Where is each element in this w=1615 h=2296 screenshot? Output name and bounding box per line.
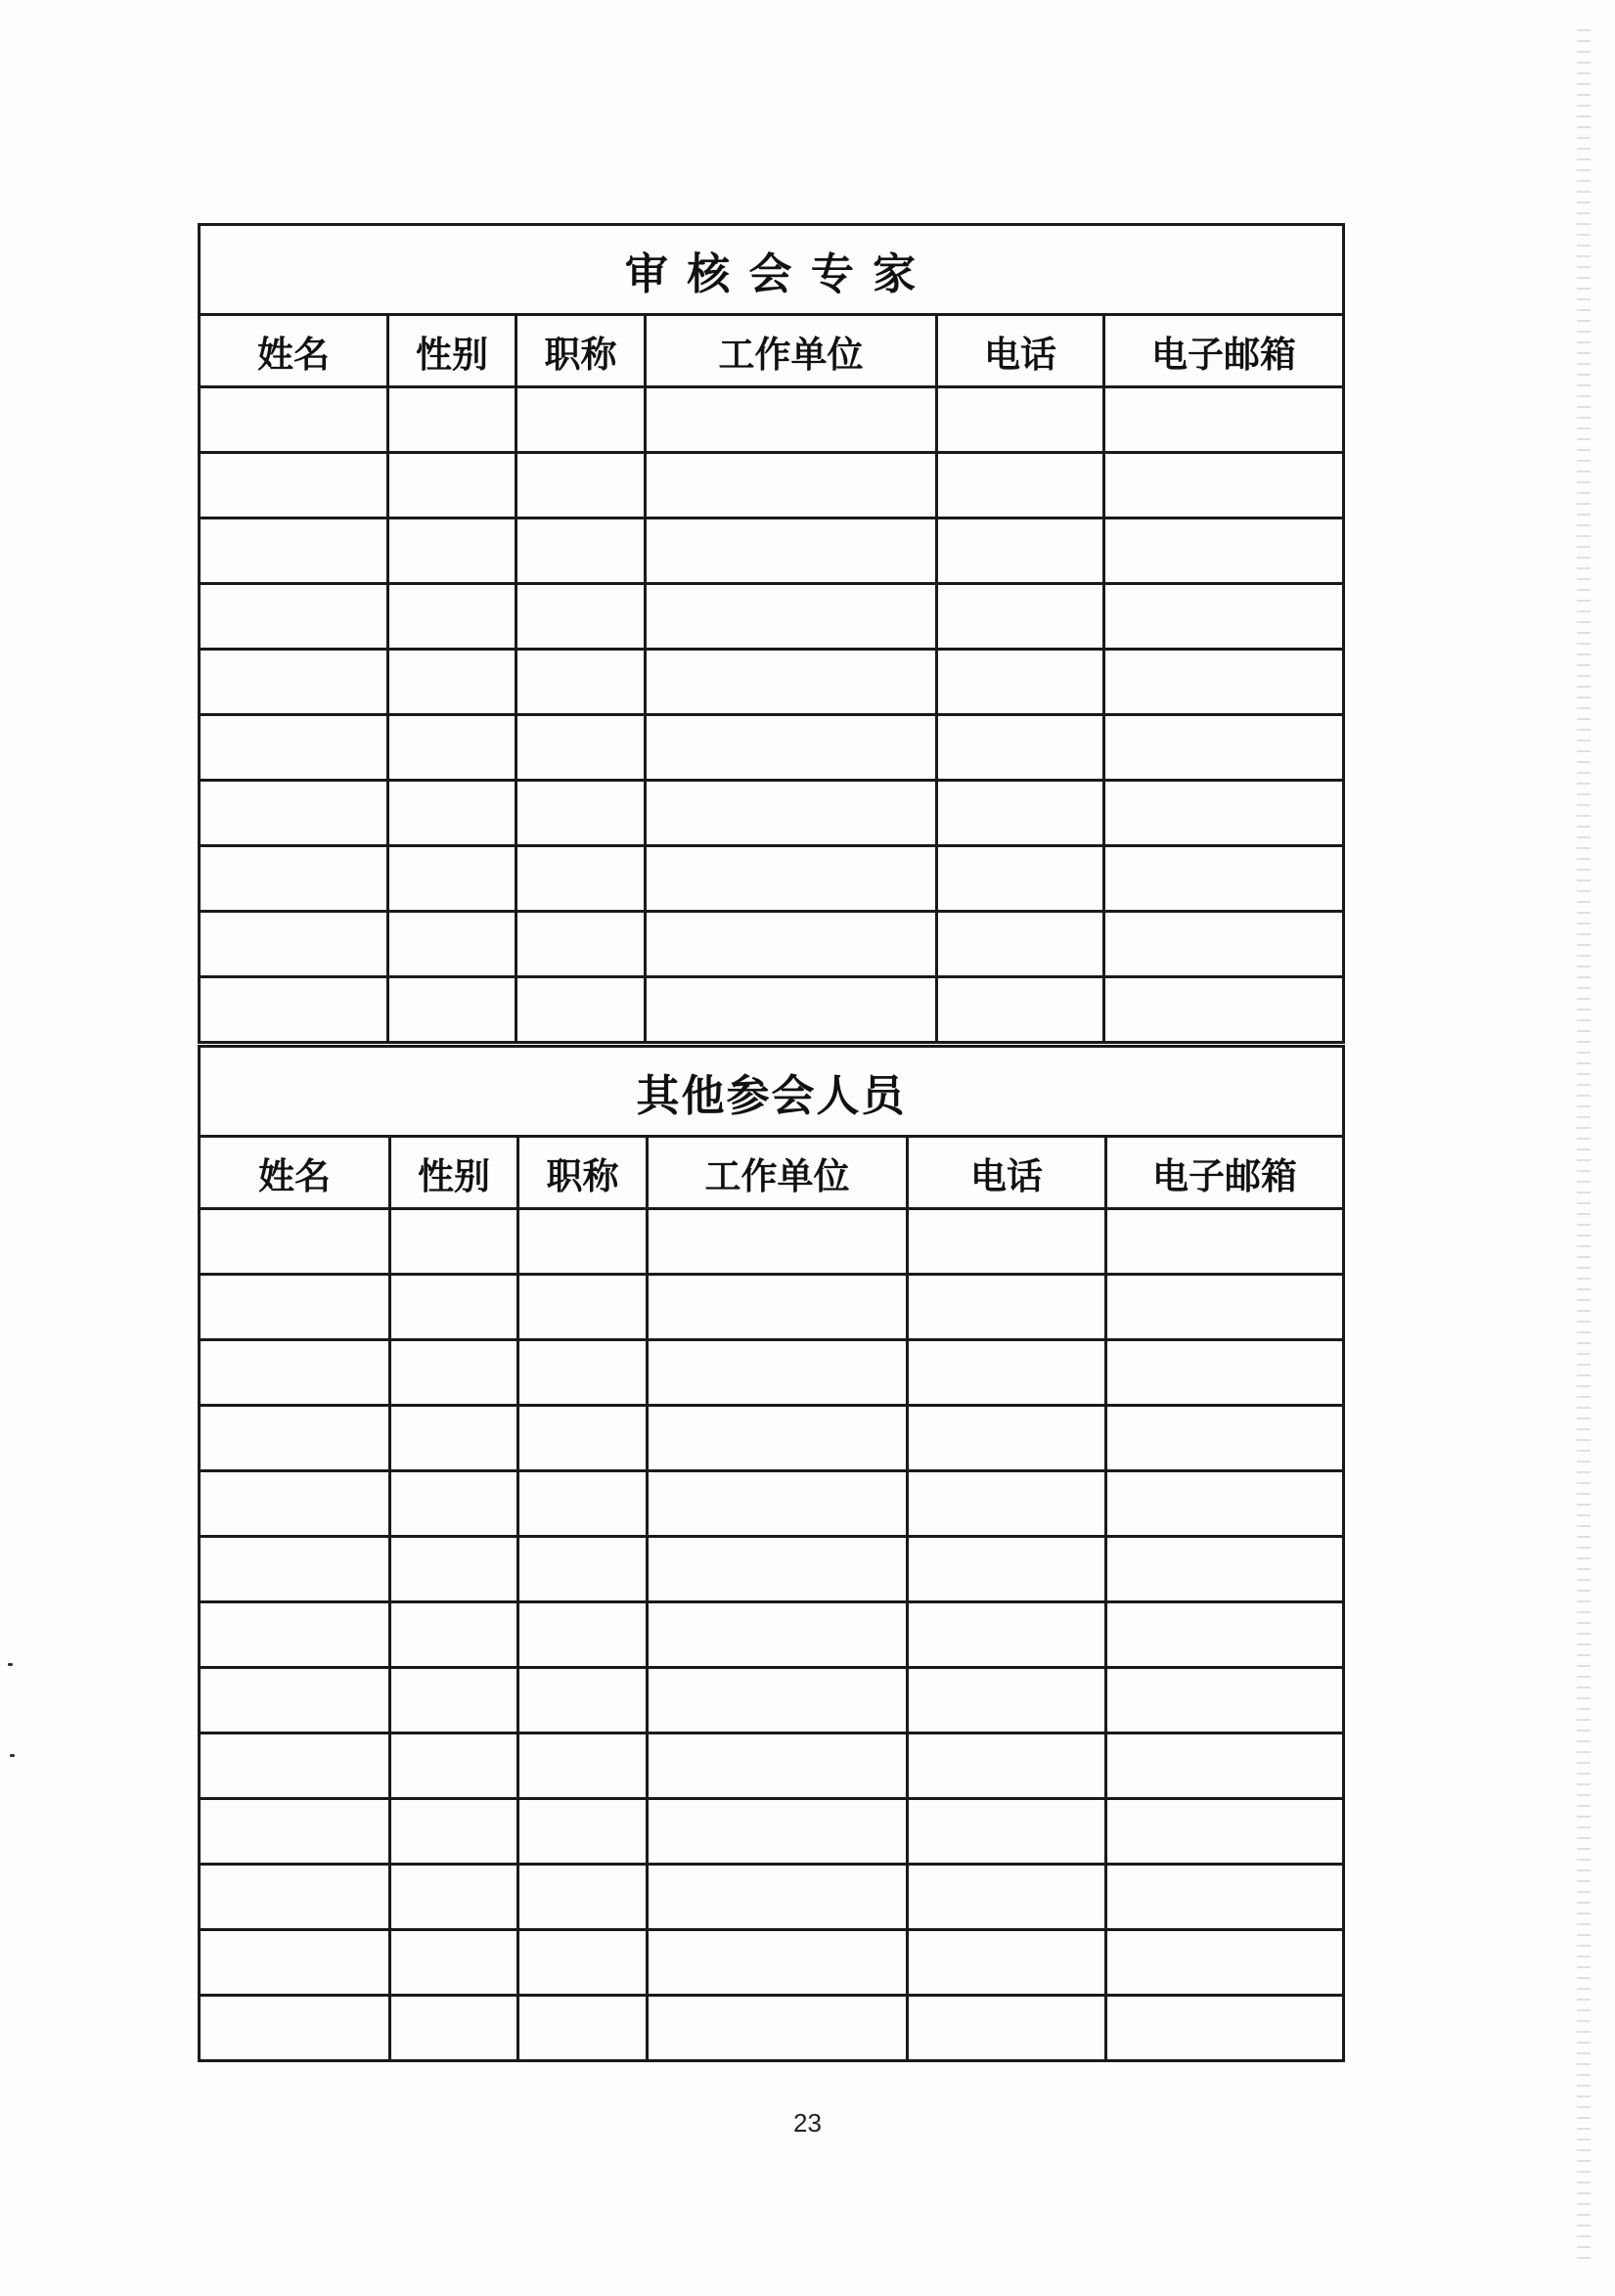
cell-name[interactable]: [200, 1340, 390, 1406]
cell-gender[interactable]: [388, 781, 516, 846]
cell-gender[interactable]: [390, 1471, 518, 1537]
cell-employer[interactable]: [648, 1865, 908, 1930]
column-header-gender: 性别: [390, 1137, 518, 1209]
table-row: [200, 1799, 1344, 1865]
cell-email[interactable]: [1104, 715, 1344, 781]
cell-employer[interactable]: [646, 650, 937, 715]
cell-title[interactable]: [518, 1930, 648, 1996]
cell-email[interactable]: [1104, 781, 1344, 846]
cell-title[interactable]: [518, 1537, 648, 1602]
column-header-title: 职称: [518, 1137, 648, 1209]
cell-gender[interactable]: [390, 1275, 518, 1340]
table-row: [200, 1340, 1344, 1406]
column-header-title: 职称: [516, 315, 646, 387]
cell-email[interactable]: [1106, 1733, 1344, 1799]
cell-employer[interactable]: [648, 1668, 908, 1733]
cell-email[interactable]: [1104, 650, 1344, 715]
cell-phone[interactable]: [908, 1340, 1106, 1406]
cell-title[interactable]: [516, 912, 646, 977]
cell-title[interactable]: [516, 715, 646, 781]
cell-gender[interactable]: [388, 584, 516, 650]
cell-gender[interactable]: [390, 1340, 518, 1406]
cell-gender[interactable]: [388, 453, 516, 518]
cell-email[interactable]: [1106, 1930, 1344, 1996]
cell-name[interactable]: [200, 912, 388, 977]
column-header-email: 电子邮箱: [1104, 315, 1344, 387]
cell-name[interactable]: [200, 1930, 390, 1996]
cell-gender[interactable]: [390, 1209, 518, 1275]
cell-title[interactable]: [516, 387, 646, 453]
cell-email[interactable]: [1106, 1209, 1344, 1275]
cell-name[interactable]: [200, 1865, 390, 1930]
cell-phone[interactable]: [937, 518, 1104, 584]
cell-email[interactable]: [1106, 1602, 1344, 1668]
cell-name[interactable]: [200, 1537, 390, 1602]
cell-name[interactable]: [200, 1209, 390, 1275]
cell-gender[interactable]: [390, 1602, 518, 1668]
cell-email[interactable]: [1104, 453, 1344, 518]
table-row: [200, 1471, 1344, 1537]
cell-name[interactable]: [200, 781, 388, 846]
cell-email[interactable]: [1106, 1996, 1344, 2061]
cell-title[interactable]: [518, 1799, 648, 1865]
cell-name[interactable]: [200, 1406, 390, 1471]
column-header-name: 姓名: [200, 1137, 390, 1209]
cell-name[interactable]: [200, 387, 388, 453]
table-row: [200, 1602, 1344, 1668]
table-row: [200, 912, 1344, 977]
cell-gender[interactable]: [388, 715, 516, 781]
cell-title[interactable]: [518, 1275, 648, 1340]
cell-employer[interactable]: [646, 977, 937, 1043]
cell-gender[interactable]: [388, 518, 516, 584]
cell-phone[interactable]: [908, 1406, 1106, 1471]
cell-email[interactable]: [1106, 1865, 1344, 1930]
table-row: [200, 453, 1344, 518]
cell-title[interactable]: [518, 1406, 648, 1471]
cell-title[interactable]: [516, 650, 646, 715]
cell-email[interactable]: [1104, 977, 1344, 1043]
cell-employer[interactable]: [648, 1209, 908, 1275]
cell-title[interactable]: [516, 518, 646, 584]
cell-employer[interactable]: [648, 1602, 908, 1668]
cell-email[interactable]: [1106, 1406, 1344, 1471]
cell-phone[interactable]: [937, 584, 1104, 650]
table-row: [200, 650, 1344, 715]
cell-title[interactable]: [518, 1668, 648, 1733]
other-attendees-table: [198, 1045, 1345, 2062]
table-row: [200, 1865, 1344, 1930]
cell-phone[interactable]: [908, 1471, 1106, 1537]
table-row: [200, 1733, 1344, 1799]
cell-phone[interactable]: [937, 781, 1104, 846]
table-row: [200, 518, 1344, 584]
cell-title[interactable]: [516, 584, 646, 650]
table-row: [200, 387, 1344, 453]
others-header-row: [200, 1137, 1344, 1209]
table-row: [200, 1209, 1344, 1275]
column-header-email: 电子邮箱: [1106, 1137, 1344, 1209]
page-number: 23: [793, 2108, 822, 2138]
cell-employer[interactable]: [648, 1799, 908, 1865]
cell-email[interactable]: [1104, 387, 1344, 453]
cell-employer[interactable]: [648, 1406, 908, 1471]
cell-title[interactable]: [518, 1996, 648, 2061]
cell-title[interactable]: [518, 1471, 648, 1537]
cell-name[interactable]: [200, 1799, 390, 1865]
cell-phone[interactable]: [937, 977, 1104, 1043]
cell-employer[interactable]: [648, 1471, 908, 1537]
cell-name[interactable]: [200, 584, 388, 650]
cell-gender[interactable]: [388, 977, 516, 1043]
table-row: [200, 1930, 1344, 1996]
cell-name[interactable]: [200, 977, 388, 1043]
cell-phone[interactable]: [908, 1733, 1106, 1799]
cell-title[interactable]: [518, 1602, 648, 1668]
cell-name[interactable]: [200, 1602, 390, 1668]
cell-employer[interactable]: [648, 1733, 908, 1799]
table-row: [200, 1996, 1344, 2061]
cell-email[interactable]: [1106, 1340, 1344, 1406]
cell-phone[interactable]: [908, 1865, 1106, 1930]
column-header-name: 姓名: [200, 315, 388, 387]
table-row: [200, 1537, 1344, 1602]
table-row: [200, 846, 1344, 912]
cell-employer[interactable]: [648, 1537, 908, 1602]
cell-title[interactable]: [518, 1340, 648, 1406]
table-row: [200, 1406, 1344, 1471]
cell-title[interactable]: [516, 453, 646, 518]
cell-gender[interactable]: [390, 1733, 518, 1799]
cell-employer[interactable]: [646, 584, 937, 650]
scan-edge-artifact: [1577, 29, 1591, 2260]
cell-phone[interactable]: [937, 453, 1104, 518]
cell-email[interactable]: [1104, 518, 1344, 584]
cell-employer[interactable]: [648, 1275, 908, 1340]
cell-employer[interactable]: [646, 453, 937, 518]
column-header-phone: 电话: [908, 1137, 1106, 1209]
cell-email[interactable]: [1106, 1275, 1344, 1340]
cell-phone[interactable]: [908, 1602, 1106, 1668]
others-title-row: [200, 1047, 1344, 1137]
cell-title[interactable]: [518, 1733, 648, 1799]
cell-gender[interactable]: [388, 912, 516, 977]
cell-email[interactable]: [1104, 846, 1344, 912]
cell-email[interactable]: [1106, 1799, 1344, 1865]
table-row: [200, 584, 1344, 650]
cell-phone[interactable]: [908, 1537, 1106, 1602]
cell-name[interactable]: [200, 1996, 390, 2061]
cell-employer[interactable]: [646, 518, 937, 584]
cell-phone[interactable]: [937, 715, 1104, 781]
cell-phone[interactable]: [937, 846, 1104, 912]
expert-table: [198, 223, 1345, 1044]
cell-gender[interactable]: [388, 846, 516, 912]
cell-employer[interactable]: [648, 1340, 908, 1406]
cell-gender[interactable]: [390, 1668, 518, 1733]
cell-gender[interactable]: [390, 1406, 518, 1471]
expert-header-row: [200, 315, 1344, 387]
cell-title[interactable]: [518, 1865, 648, 1930]
cell-phone[interactable]: [908, 1668, 1106, 1733]
cell-employer[interactable]: [646, 846, 937, 912]
cell-employer[interactable]: [648, 1996, 908, 2061]
cell-email[interactable]: [1104, 912, 1344, 977]
expert-title-row: [200, 225, 1344, 315]
cell-title[interactable]: [518, 1209, 648, 1275]
cell-gender[interactable]: [388, 650, 516, 715]
table-row: [200, 715, 1344, 781]
cell-email[interactable]: [1106, 1537, 1344, 1602]
scan-speck: [10, 1754, 15, 1757]
cell-email[interactable]: [1104, 584, 1344, 650]
cell-name[interactable]: [200, 715, 388, 781]
cell-email[interactable]: [1106, 1471, 1344, 1537]
section-title: 审 核 会 专 家: [200, 225, 1344, 315]
cell-name[interactable]: [200, 1275, 390, 1340]
cell-employer[interactable]: [648, 1930, 908, 1996]
column-header-gender: 性别: [388, 315, 516, 387]
cell-name[interactable]: [200, 1668, 390, 1733]
cell-name[interactable]: [200, 518, 388, 584]
column-header-employer: 工作单位: [648, 1137, 908, 1209]
cell-email[interactable]: [1106, 1668, 1344, 1733]
cell-employer[interactable]: [646, 781, 937, 846]
section-title: 其他参会人员: [200, 1047, 1344, 1137]
cell-name[interactable]: [200, 1733, 390, 1799]
cell-phone[interactable]: [908, 1930, 1106, 1996]
column-header-phone: 电话: [937, 315, 1104, 387]
cell-phone[interactable]: [908, 1275, 1106, 1340]
cell-name[interactable]: [200, 453, 388, 518]
cell-phone[interactable]: [937, 912, 1104, 977]
cell-gender[interactable]: [390, 1537, 518, 1602]
cell-gender[interactable]: [388, 387, 516, 453]
scan-speck: [8, 1663, 13, 1666]
cell-title[interactable]: [516, 977, 646, 1043]
table-row: [200, 1668, 1344, 1733]
cell-gender[interactable]: [390, 1930, 518, 1996]
cell-name[interactable]: [200, 650, 388, 715]
cell-employer[interactable]: [646, 387, 937, 453]
cell-name[interactable]: [200, 1471, 390, 1537]
cell-gender[interactable]: [390, 1865, 518, 1930]
cell-phone[interactable]: [937, 387, 1104, 453]
cell-gender[interactable]: [390, 1799, 518, 1865]
cell-phone[interactable]: [908, 1996, 1106, 2061]
cell-phone[interactable]: [908, 1799, 1106, 1865]
cell-title[interactable]: [516, 781, 646, 846]
cell-employer[interactable]: [646, 912, 937, 977]
cell-name[interactable]: [200, 846, 388, 912]
column-header-employer: 工作单位: [646, 315, 937, 387]
table-row: [200, 977, 1344, 1043]
cell-title[interactable]: [516, 846, 646, 912]
table-row: [200, 1275, 1344, 1340]
cell-phone[interactable]: [937, 650, 1104, 715]
cell-phone[interactable]: [908, 1209, 1106, 1275]
cell-gender[interactable]: [390, 1996, 518, 2061]
table-row: [200, 781, 1344, 846]
cell-employer[interactable]: [646, 715, 937, 781]
